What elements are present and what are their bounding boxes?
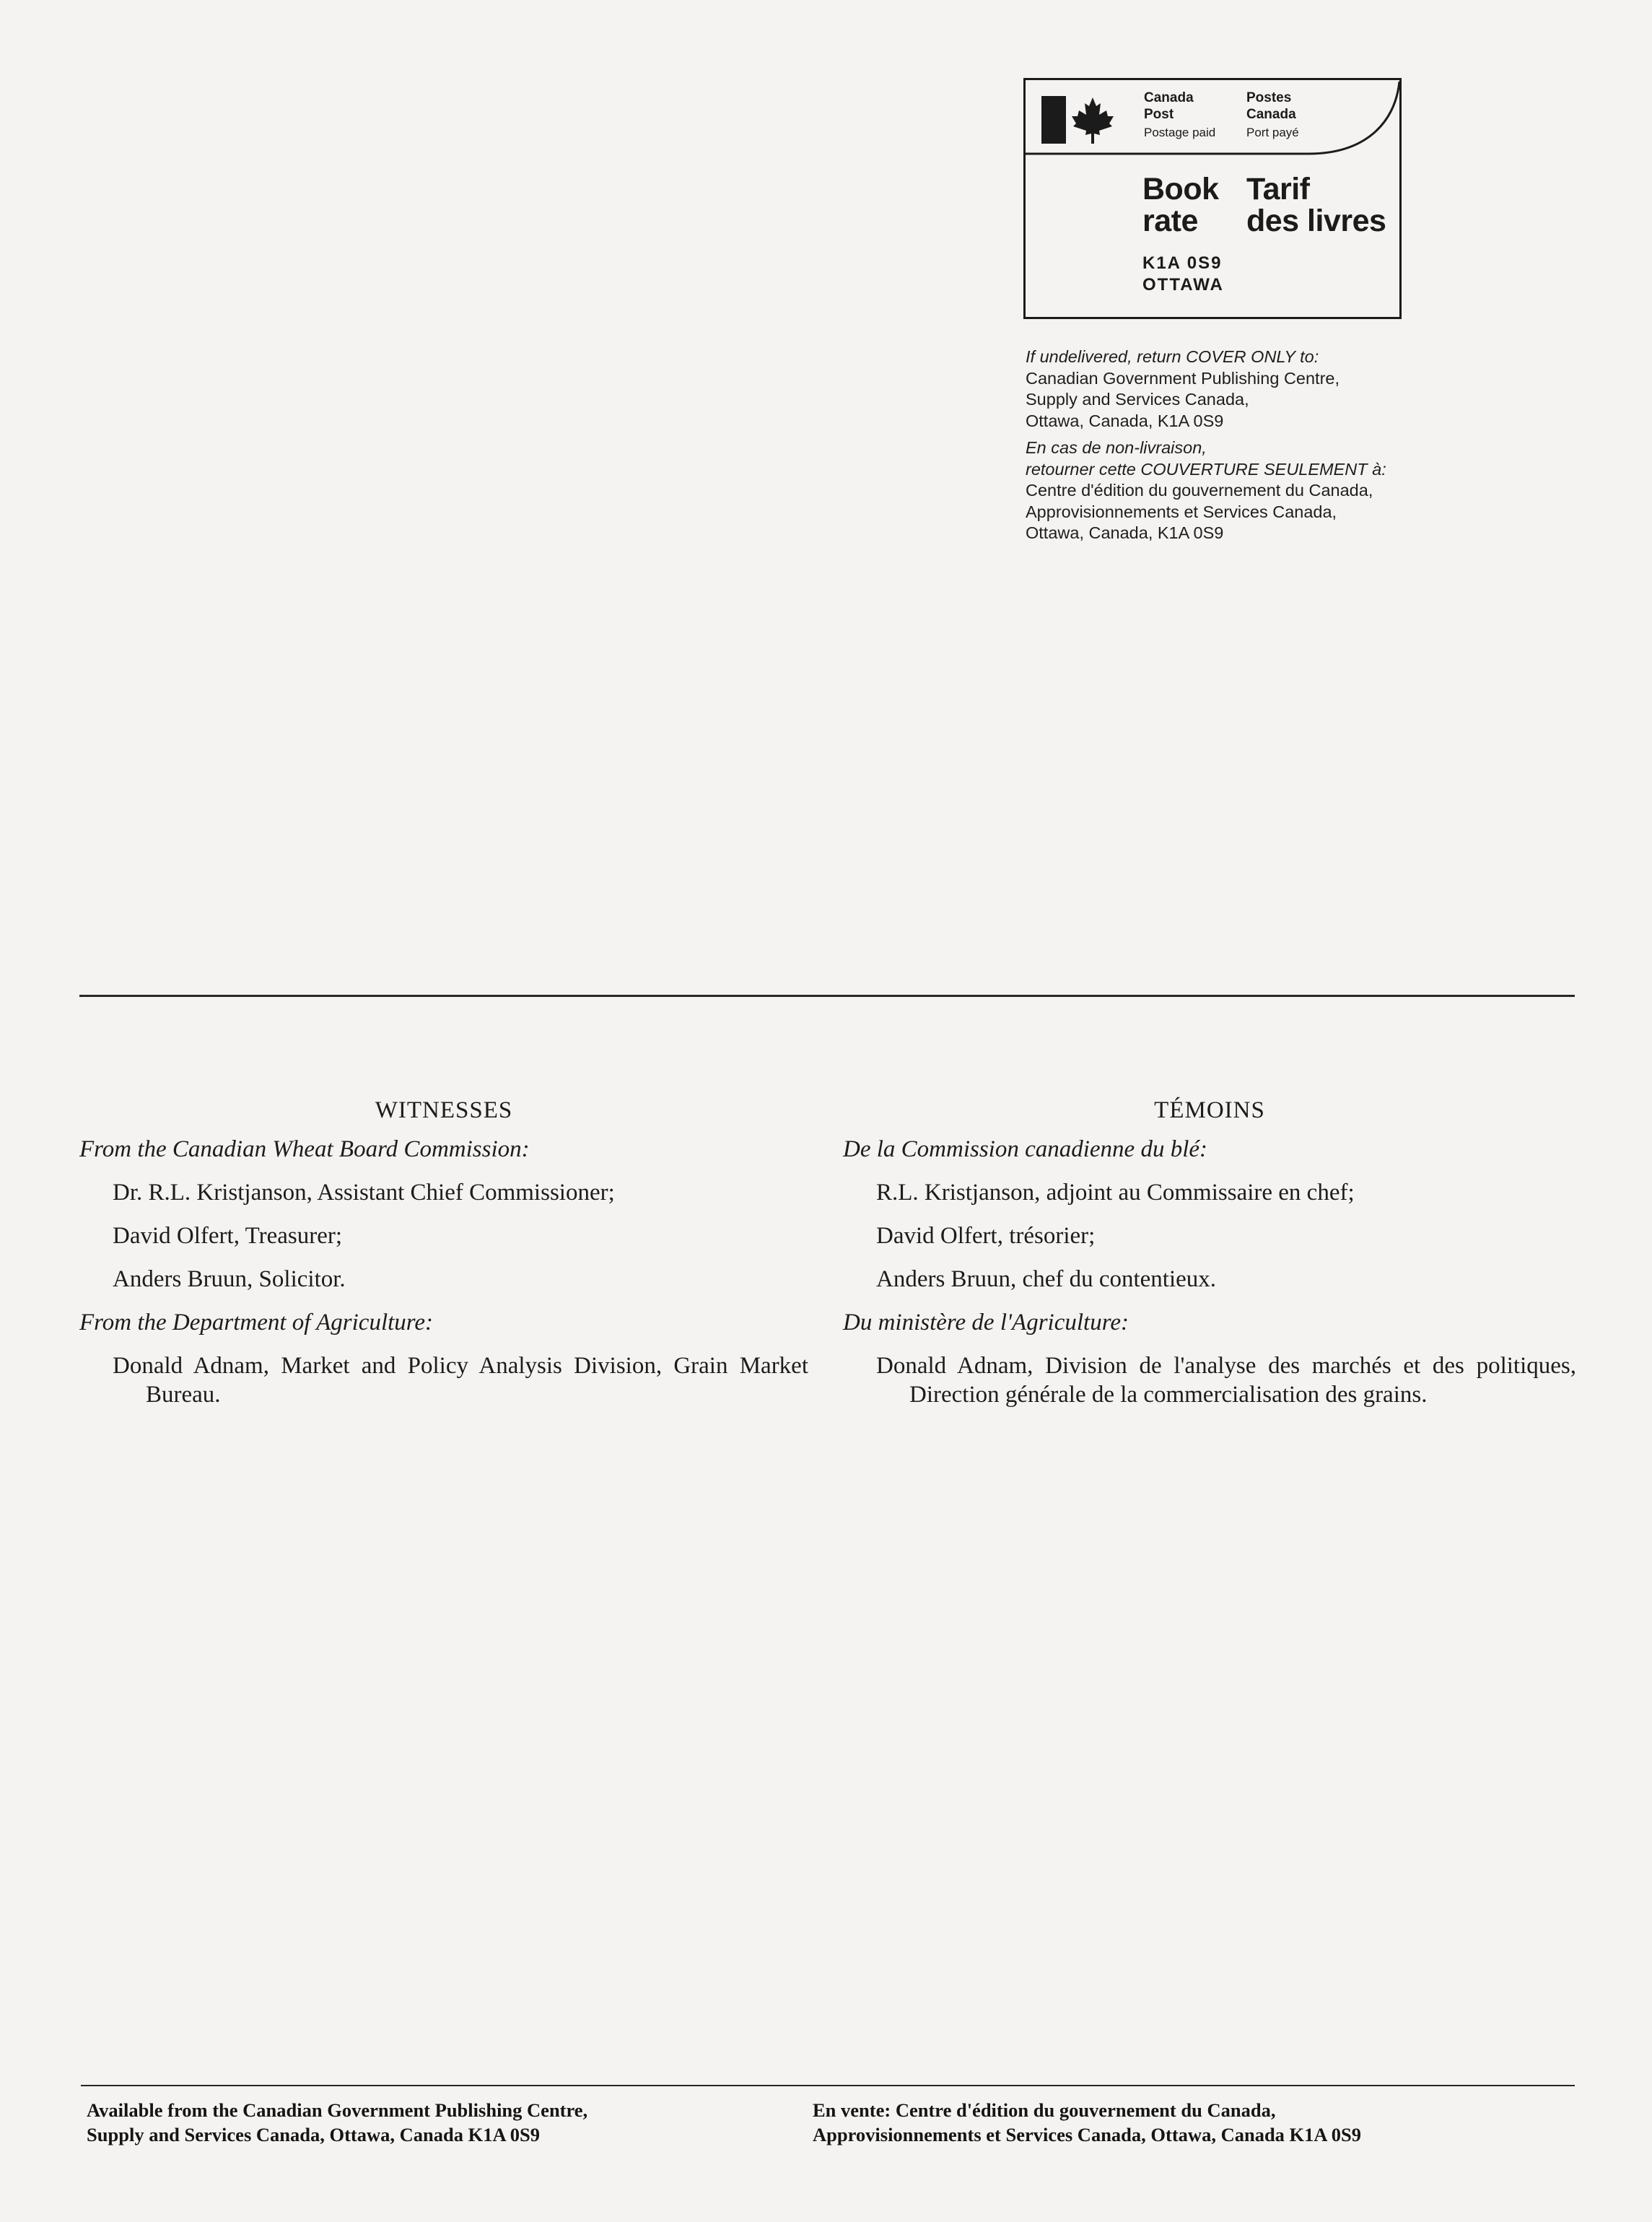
canada-post-fr-line2: Canada	[1246, 107, 1296, 122]
witness-entry: R.L. Kristjanson, adjoint au Commissaire en chef;	[876, 1180, 1355, 1206]
footer-availability-en	[87, 2098, 587, 2147]
postage-paid-fr: Port payé	[1246, 126, 1299, 139]
book-rate-line2: rate	[1142, 204, 1198, 238]
return-instruction-en: If undelivered, return COVER ONLY to:	[1026, 347, 1319, 366]
tarif-line2: des livres	[1246, 204, 1386, 238]
witness-entry: David Olfert, Treasurer;	[113, 1223, 343, 1249]
witnesses-fr	[843, 1096, 1576, 1424]
postal-code: K1A 0S9	[1142, 253, 1223, 273]
footer-line: Supply and Services Canada, Ottawa, Canada K1A 0S9	[87, 2124, 541, 2145]
return-instruction-fr: retourner cette COUVERTURE SEULEMENT à:	[1026, 459, 1386, 479]
return-address	[1026, 347, 1545, 544]
footer-divider	[81, 2085, 1575, 2086]
witness-entry: Anders Bruun, Solicitor.	[113, 1266, 346, 1292]
witness-entry: David Olfert, trésorier;	[876, 1223, 1096, 1249]
witness-entry: Anders Bruun, chef du contentieux.	[876, 1266, 1217, 1292]
witness-organization: From the Canadian Wheat Board Commission:	[79, 1136, 530, 1162]
return-address-line: Ottawa, Canada, K1A 0S9	[1026, 523, 1224, 542]
return-address-line: Canadian Government Publishing Centre,	[1026, 368, 1340, 388]
witness-entry: Donald Adnam, Division de l'analyse des marchés et des politiques, Direction générale de la commercialisation des grains.	[876, 1353, 1576, 1408]
canada-post-en-line1: Canada	[1144, 90, 1194, 105]
return-address-line: Approvisionnements et Services Canada,	[1026, 502, 1337, 521]
return-address-line: Supply and Services Canada,	[1026, 390, 1249, 409]
footer-availability-fr	[813, 2098, 1361, 2147]
witness-organization: Du ministère de l'Agriculture:	[843, 1310, 1129, 1336]
postage-indicia	[1023, 78, 1402, 319]
postage-paid-en: Postage paid	[1144, 126, 1216, 139]
tarif-line1: Tarif	[1246, 172, 1310, 206]
maple-leaf-icon	[1070, 96, 1115, 145]
witness-entry: Donald Adnam, Market and Policy Analysis Division, Grain Market Bureau.	[113, 1353, 808, 1408]
return-instruction-fr: En cas de non-livraison,	[1026, 438, 1207, 457]
witness-entry: Dr. R.L. Kristjanson, Assistant Chief Commissioner;	[113, 1180, 615, 1206]
canada-post-fr-line1: Postes	[1246, 90, 1292, 105]
witness-organization: De la Commission canadienne du blé:	[843, 1136, 1208, 1162]
canada-post-en-line2: Post	[1144, 107, 1174, 122]
return-address-line: Ottawa, Canada, K1A 0S9	[1026, 411, 1224, 430]
return-address-line: Centre d'édition du gouvernement du Canada,	[1026, 481, 1373, 500]
witnesses-en	[79, 1096, 808, 1424]
footer-line: En vente: Centre d'édition du gouvernement du Canada,	[813, 2099, 1276, 2121]
postage-city: OTTAWA	[1142, 275, 1224, 295]
footer-line: Available from the Canadian Government Publishing Centre,	[87, 2099, 588, 2121]
footer-line: Approvisionnements et Services Canada, Ottawa, Canada K1A 0S9	[813, 2124, 1361, 2145]
flag-bar-icon	[1041, 96, 1066, 144]
witness-organization: From the Department of Agriculture:	[79, 1310, 434, 1336]
temoins-heading: TÉMOINS	[1154, 1097, 1265, 1123]
section-divider	[79, 995, 1575, 997]
book-rate-line1: Book	[1142, 172, 1219, 206]
witnesses-heading: WITNESSES	[375, 1097, 513, 1123]
